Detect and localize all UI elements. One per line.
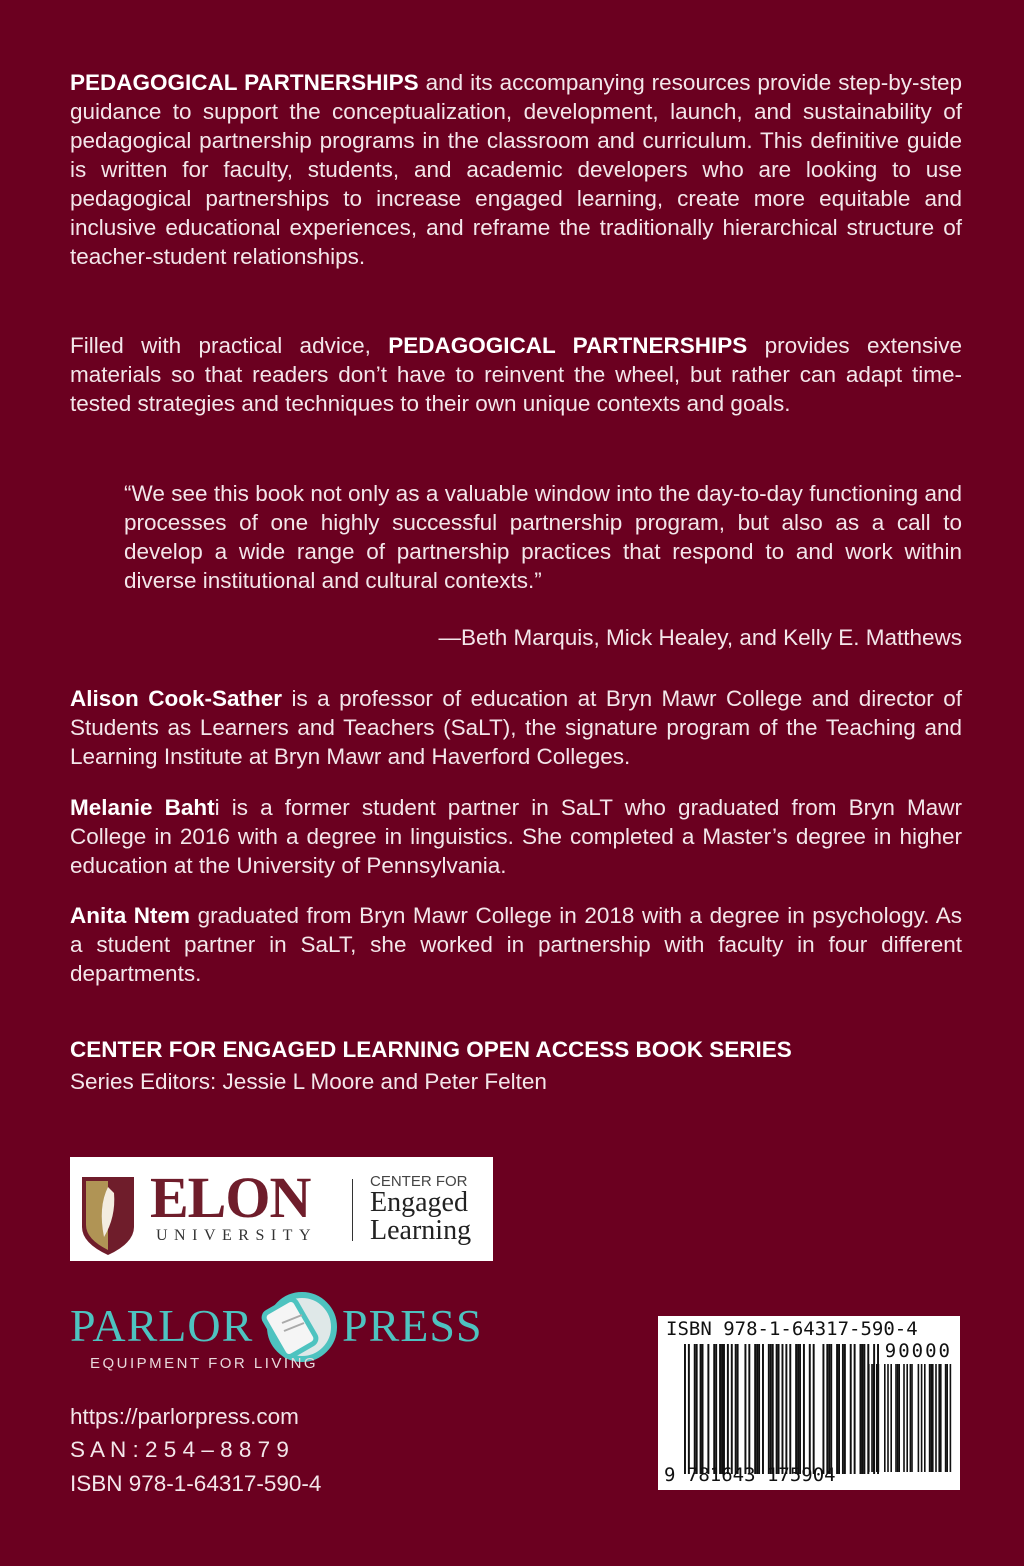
barcode-bar	[940, 1364, 942, 1472]
quote-attribution: —Beth Marquis, Mick Healey, and Kelly E. Matthews	[438, 625, 962, 650]
barcode-bar	[754, 1344, 756, 1474]
barcode-bar	[694, 1344, 696, 1474]
barcode-bar	[770, 1344, 772, 1474]
barcode-bar	[938, 1364, 940, 1472]
barcode-bar	[924, 1364, 926, 1472]
barcode-addon-label: 90000	[884, 1340, 952, 1362]
series-title: CENTER FOR ENGAGED LEARNING OPEN ACCESS BOOK SERIES	[70, 1037, 792, 1062]
barcode-bar	[929, 1364, 931, 1472]
barcode-bar	[828, 1344, 830, 1474]
barcode-bar	[930, 1364, 932, 1472]
barcode-bar	[854, 1344, 856, 1474]
barcode-bar	[878, 1364, 880, 1472]
center-for-label: CENTER FOR	[370, 1173, 468, 1190]
barcode-bar	[723, 1344, 725, 1474]
barcode-bar	[731, 1344, 733, 1474]
barcode-bar	[898, 1364, 900, 1472]
barcode-bar	[785, 1344, 787, 1474]
barcode-bar	[945, 1364, 947, 1472]
barcode-bar	[911, 1364, 913, 1472]
barcode-bar	[921, 1364, 923, 1472]
barcode-bar	[935, 1364, 937, 1472]
isbn-barcode	[658, 1316, 960, 1490]
elon-logo	[70, 1157, 493, 1261]
barcode-bar	[910, 1364, 912, 1472]
author-bio-1: Alison Cook-Sather is a professor of education at Bryn Mawr College and director of Students as Learners and Teachers (SaLT), the signature program of the Teaching and Learning Institute at Bryn Mawr and Haverford Colleges.	[70, 686, 962, 769]
barcode-ean-label: 9 781643 175904	[664, 1464, 836, 1486]
barcode-bar	[782, 1344, 784, 1474]
engaged-label: Engaged	[370, 1187, 468, 1218]
barcode-bar	[906, 1364, 908, 1472]
barcode-bar	[950, 1364, 952, 1472]
barcode-bar	[903, 1364, 905, 1472]
barcode-bar	[887, 1364, 889, 1472]
publisher-url[interactable]: https://parlorpress.com	[70, 1404, 299, 1429]
barcode-bar	[795, 1344, 797, 1474]
description-paragraph-1: PEDAGOGICAL PARTNERSHIPS and its accompanying resources provide step-by-step guidance to support the conceptualization, development, launch, and sustainability of pedagogical partnership programs in the classroom and curriculum. This definitive guide is written for faculty, students, and academic developers who are looking to use pedagogical partnerships to increase engaged learning, create more equitable and inclusive educational experiences, and reframe the traditionally hierarchical structure of teacher-student relationships.	[70, 70, 962, 269]
barcode-bar	[719, 1344, 721, 1474]
barcode-bar	[844, 1344, 846, 1474]
author-bio-3: Anita Ntem graduated from Bryn Mawr College in 2018 with a degree in psychology. As a student partner in SaLT, she worked in partnership with faculty in four different departments.	[70, 903, 963, 986]
barcode-bar	[735, 1344, 737, 1474]
barcode-bar	[822, 1344, 824, 1474]
barcode-bar	[861, 1344, 863, 1474]
barcode-bar	[778, 1344, 780, 1474]
author-bio-2: Melanie Bahti is a former student partner in SaLT who graduated from Bryn Mawr College in 2016 with a degree in linguistics. She completed a Master’s degree in higher education at the University of Pennsylvania.	[70, 795, 963, 878]
barcode-bar	[876, 1364, 878, 1472]
barcode-bar	[836, 1344, 838, 1474]
barcode-bar	[702, 1344, 704, 1474]
barcode-bar	[809, 1344, 811, 1474]
barcode-bar	[707, 1344, 709, 1474]
barcode-bar	[797, 1344, 799, 1474]
endorsement-quote: “We see this book not only as a valuable window into the day-to-day functioning and processes of one highly successful partnership program, but also as a call to develop a wide range of partnership practices that respond to and work within diverse institutional and cultural contexts.”	[124, 481, 962, 593]
barcode-bar	[721, 1344, 723, 1474]
barcode-bar	[890, 1364, 892, 1472]
parlor-right: PRESS	[342, 1300, 483, 1351]
barcode-bar	[713, 1344, 715, 1474]
logo-divider	[352, 1179, 353, 1241]
barcode-bar	[884, 1364, 886, 1472]
barcode-bar	[772, 1344, 774, 1474]
series-editors: Series Editors: Jessie L Moore and Peter Felten	[70, 1069, 547, 1094]
barcode-bar	[830, 1344, 832, 1474]
barcode-bar	[696, 1344, 698, 1474]
barcode-bar	[758, 1344, 760, 1474]
barcode-bar	[895, 1364, 897, 1472]
barcode-bar	[826, 1344, 828, 1474]
barcode-bar	[789, 1344, 791, 1474]
parlor-left: PARLOR	[70, 1300, 254, 1351]
publisher-san: S A N : 2 5 4 – 8 8 7 9	[70, 1437, 289, 1462]
barcode-bar	[838, 1344, 840, 1474]
barcode-bar	[871, 1364, 873, 1472]
barcode-bar	[799, 1344, 801, 1474]
barcode-bar	[684, 1344, 686, 1474]
barcode-bar	[932, 1364, 934, 1472]
parlor-tagline: EQUIPMENT FOR LIVING	[90, 1355, 319, 1372]
barcode-bar	[748, 1344, 750, 1474]
barcode-bar	[850, 1344, 852, 1474]
elon-name: ELON	[150, 1165, 311, 1230]
barcode-bar	[700, 1344, 702, 1474]
parlor-press-logo	[70, 1285, 490, 1380]
barcode-bar	[715, 1344, 717, 1474]
barcode-bar	[860, 1344, 862, 1474]
barcode-bar	[768, 1344, 770, 1474]
barcode-bar	[918, 1364, 920, 1472]
barcode-bar	[727, 1344, 729, 1474]
barcode-bar	[688, 1344, 690, 1474]
barcode-bar	[776, 1344, 778, 1474]
barcode-bar	[946, 1364, 948, 1472]
learning-label: Learning	[370, 1215, 472, 1246]
barcode-bar	[762, 1344, 764, 1474]
barcode-bar	[813, 1344, 815, 1474]
barcode-bar	[744, 1344, 746, 1474]
barcode-bar	[873, 1364, 875, 1472]
barcode-bar	[803, 1344, 805, 1474]
description-paragraph-2: Filled with practical advice, PEDAGOGICAL PARTNERSHIPS provides extensive materials so that readers don’t have to reinvent the wheel, but rather can adapt time-tested strategies and techniques to their own unique contexts and goals.	[70, 333, 962, 416]
barcode-bar	[897, 1364, 899, 1472]
barcode-bar	[756, 1344, 758, 1474]
elon-university: UNIVERSITY	[156, 1227, 317, 1244]
barcode-bar	[842, 1344, 844, 1474]
publisher-isbn: ISBN 978-1-64317-590-4	[70, 1471, 322, 1496]
barcode-bar	[737, 1344, 739, 1474]
barcode-isbn-label: ISBN 978-1-64317-590-4	[666, 1318, 918, 1340]
barcode-bar	[863, 1344, 865, 1474]
barcode-bar	[868, 1364, 870, 1472]
